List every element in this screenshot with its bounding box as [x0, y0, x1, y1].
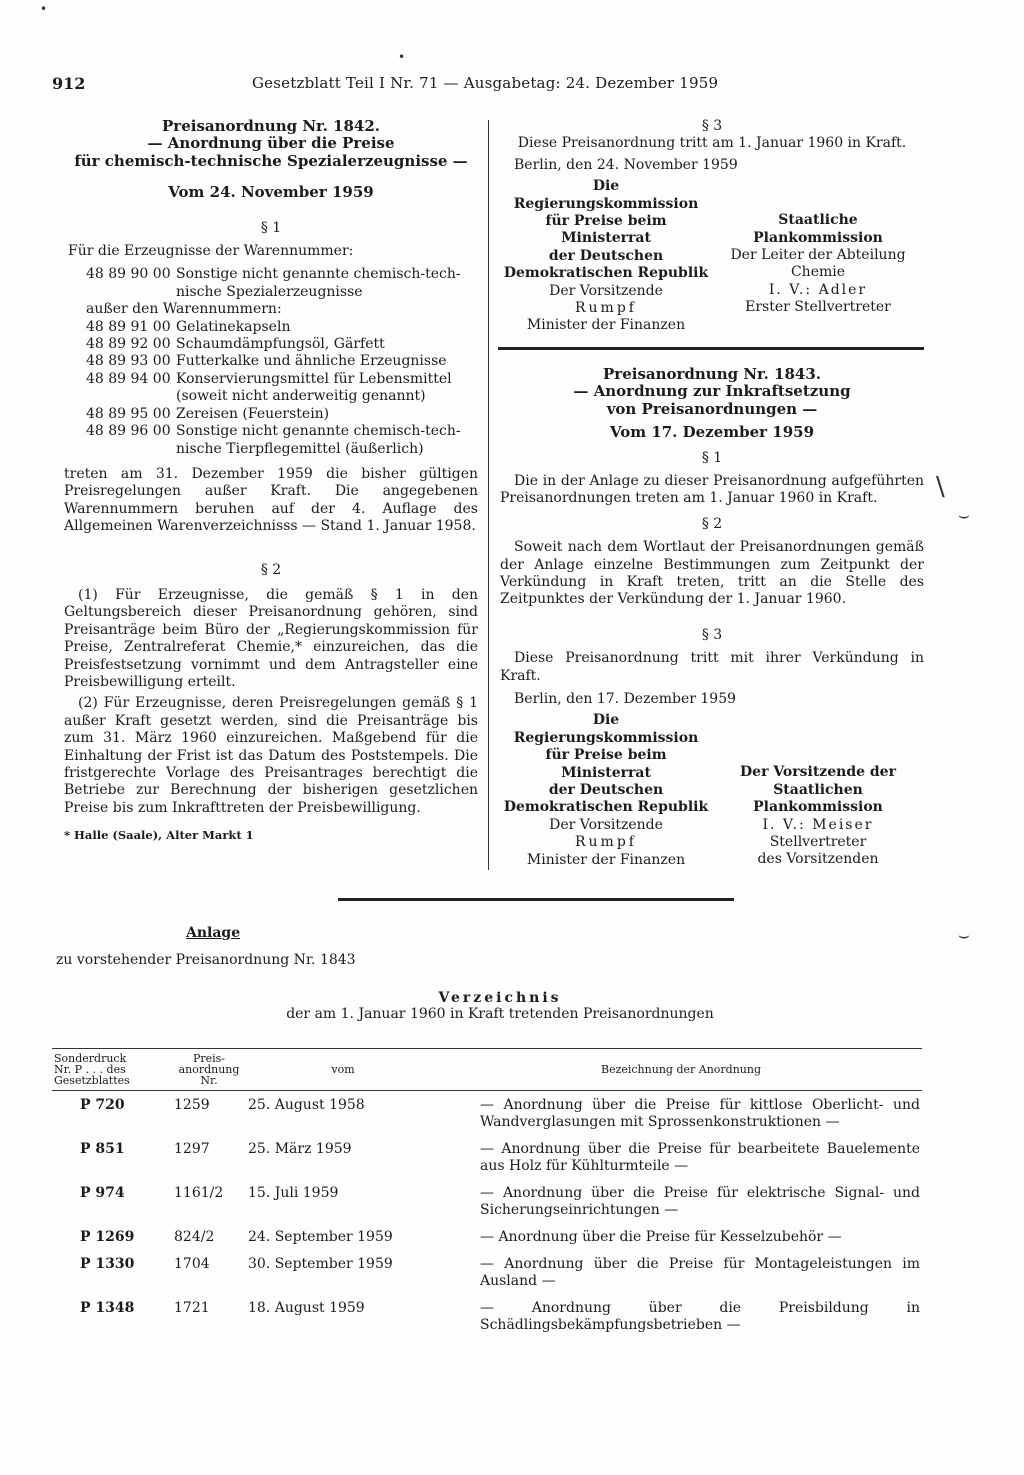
- annex-subtitle: zu vorstehender Preisanordnung Nr. 1843: [56, 952, 356, 968]
- section-3-body: Diese Preisanordnung tritt mit ihrer Verkündung in Kraft.: [500, 650, 924, 684]
- signature-right: Staatliche Plankommission Der Leiter der Abteilung Chemie I. V.: Adler Erster Stellvertreter: [730, 212, 906, 316]
- directory-title: Verzeichnis: [438, 990, 562, 1006]
- ordinance-1842-date: Vom 24. November 1959: [168, 183, 374, 202]
- ordinance-1842-subtitle: — Anordnung über die Preise: [147, 134, 395, 153]
- section-1-heading: § 1: [701, 449, 723, 466]
- list-item: 48 89 93 00 Futterkalke und ähnliche Erzeugnisse: [86, 353, 447, 370]
- title-cell: — Anordnung über die Preise für elektrische Signal- und Sicherungseinrichtungen —: [480, 1185, 920, 1218]
- title-cell: — Anordnung über die Preisbildung in Schädlingsbekämpfungsbetrieben —: [480, 1300, 920, 1333]
- section-3-body: Diese Preisanordnung tritt am 1. Januar 1960 in Kraft.: [517, 135, 907, 152]
- list-item: 48 89 91 00 Gelatinekapseln: [86, 318, 291, 335]
- footnote: * Halle (Saale), Alter Markt 1: [64, 828, 254, 843]
- section-1-intro: Für die Erzeugnisse der Warennummer:: [68, 243, 354, 260]
- signature-right: Der Vorsitzende der Staatlichen Plankommission I. V.: Meiser Stellvertreter des Vorsitzenden: [740, 764, 896, 868]
- table-body: [52, 1091, 922, 1339]
- directory-heading: [150, 990, 850, 1022]
- section-2-para-1: (1) Für Erzeugnisse, die gemäß § 1 in den Geltungsbereich dieser Preisanordnung gehören, sind Preisanträge beim Büro der „Regierungskommission für Preise, Zentralreferat Chemie,* einzureichen, das die Preisfestsetzung vornimmt und dem Antragsteller eine Preisbewilligung erteilt.: [64, 586, 478, 690]
- ordinance-1843-date: Vom 17. Dezember 1959: [609, 423, 815, 442]
- date-cell: 24. September 1959: [248, 1229, 393, 1245]
- exception-label: außer den Warennummern:: [86, 301, 282, 318]
- table-row: [52, 1223, 922, 1250]
- col-header-title: Bezeichnung der Anordnung: [440, 1049, 922, 1091]
- signature-left: Die Regierungskommission für Preise beim Ministerrat der Deutschen Demokratischen Republik Der Vorsitzende Rumpf Minister der Finanzen: [503, 178, 709, 334]
- section-1-body: treten am 31. Dezember 1959 die bisher gültigen Preisregelungen außer Kraft. Die angegebenen Warennummern beruhen auf der 4. Auflage des Allgemeinen Warenverzeichnisss — Stand 1. Januar 1958.: [64, 465, 478, 535]
- ordinance-1842-subtitle-2: für chemisch-technische Spezialerzeugnisse —: [74, 151, 468, 170]
- table-row: [52, 1091, 922, 1136]
- table-row: [52, 1250, 922, 1294]
- list-item: 48 89 92 00 Schaumdämpfungsöl, Gärfett: [86, 336, 385, 353]
- special-print-cell: P 1269: [80, 1229, 135, 1245]
- left-column: [64, 118, 478, 845]
- signature-left: Die Regierungskommission für Preise beim Ministerrat der Deutschen Demokratischen Republik Der Vorsitzende Rumpf Minister der Finanzen: [503, 712, 709, 868]
- ordinance-1843-title: Preisanordnung Nr. 1843.: [603, 364, 821, 383]
- page-divider: [338, 898, 734, 901]
- table-row: [52, 1294, 922, 1338]
- table-row: [52, 1135, 922, 1179]
- ordinance-number-cell: 1704: [174, 1256, 210, 1272]
- title-cell: — Anordnung über die Preise für Montageleistungen im Ausland —: [480, 1256, 920, 1289]
- date-cell: 25. März 1959: [248, 1141, 352, 1157]
- title-cell: — Anordnung über die Preise für bearbeitete Bauelemente aus Holz für Kühlturmteile —: [480, 1141, 920, 1174]
- table-row: [52, 1179, 922, 1223]
- ordinance-1843-subtitle: — Anordnung zur Inkraftsetzung: [573, 382, 851, 401]
- title-cell: — Anordnung über die Preise für kittlose Oberlicht- und Wandverglasungen mit Sprossenkonstruktionen —: [480, 1097, 920, 1130]
- margin-curve-icon: ⌣: [958, 505, 970, 526]
- ordinance-number-cell: 824/2: [174, 1229, 215, 1245]
- signature-block: [500, 178, 924, 335]
- special-print-cell: P 974: [80, 1185, 125, 1201]
- ordinance-number-cell: 1161/2: [174, 1185, 224, 1201]
- page-number: 912: [52, 74, 86, 93]
- page-header: [52, 74, 742, 96]
- section-2-para-2: (2) Für Erzeugnisse, deren Preisregelungen gemäß § 1 außer Kraft gesetzt werden, sind die Preisanträge bis zum 31. März 1960 einzureichen. Maßgebend für die Einhaltung der Frist ist das Datum des Poststempels. Die fristgerechte Vorlage des Preisantrages berechtigt die Betriebe zur Berechnung der bisherigen gesetzlichen Preise bis zum Inkrafttreten der Preisbewilligung.: [64, 695, 478, 816]
- ordinance-1842-title: Preisanordnung Nr. 1842.: [162, 117, 380, 135]
- date-cell: 18. August 1959: [248, 1300, 365, 1316]
- place-date: Berlin, den 24. November 1959: [514, 156, 738, 173]
- special-print-cell: P 851: [80, 1141, 125, 1157]
- bullet-mark-icon: •: [398, 50, 406, 64]
- date-cell: 25. August 1958: [248, 1097, 365, 1113]
- section-2-heading: § 2: [260, 561, 282, 578]
- section-2-heading: § 2: [701, 515, 723, 532]
- right-column: [500, 118, 924, 869]
- bullet-mark-icon: •: [40, 2, 48, 16]
- section-3-heading: § 3: [701, 118, 723, 134]
- section-divider: [498, 347, 924, 350]
- list-item: 48 89 96 00 Sonstige nicht genannte chemisch-tech-: [86, 423, 461, 440]
- annex-heading: Anlage: [186, 925, 241, 941]
- column-divider: [488, 120, 489, 870]
- ordinance-number-cell: 1259: [174, 1097, 210, 1113]
- table-header-row: [52, 1049, 922, 1091]
- place-date: Berlin, den 17. Dezember 1959: [514, 690, 737, 707]
- margin-tick-icon: \: [936, 472, 945, 502]
- section-3-heading: § 3: [701, 626, 723, 643]
- goods-list: 48 89 90 00 Sonstige nicht genannte chemisch-tech- nische Spezialerzeugnisse außer den Warennummern: 48 89 91 00 Gelatinekapseln 48 89 92 00 Schaumdämpfungsöl, Gärfett 48 89 93 00 Futterkalke und ähnliche Erzeugnisse 48 89 94 00 Konservierungsmittel für Lebensmittel (soweit nicht anderweitig genannt) 48 89 95 00 Zereisen (Feuerstein) 48 89 96 00 Sonstige nicht genannte chemisch-tech- nische Tierpflegemittel (äußerlich): [64, 266, 478, 457]
- gazette-title: Gesetzblatt Teil I Nr. 71 — Ausgabetag: 24. Dezember 1959: [252, 74, 719, 92]
- list-item: 48 89 90 00 Sonstige nicht genannte chemisch-tech-: [86, 266, 461, 283]
- ordinance-table: [52, 1048, 922, 1338]
- margin-curve-icon: ⌣: [958, 925, 970, 946]
- special-print-cell: P 1348: [80, 1300, 135, 1316]
- ordinance-number-cell: 1297: [174, 1141, 210, 1157]
- list-item: 48 89 95 00 Zereisen (Feuerstein): [86, 405, 330, 422]
- signature-block: [500, 712, 924, 869]
- special-print-cell: P 720: [80, 1097, 125, 1113]
- section-2-body: Soweit nach dem Wortlaut der Preisanordnungen gemäß der Anlage einzelne Bestimmungen zum Zeitpunkt der Verkündung in Kraft treten, tritt an die Stelle des Zeitpunktes der Verkündung der 1. Januar 1960.: [500, 539, 924, 608]
- date-cell: 30. September 1959: [248, 1256, 393, 1272]
- ordinance-1843-subtitle-2: von Preisanordnungen —: [606, 399, 818, 418]
- list-item: 48 89 94 00 Konservierungsmittel für Lebensmittel: [86, 370, 452, 387]
- special-print-cell: P 1330: [80, 1256, 135, 1272]
- section-1-heading: § 1: [260, 219, 282, 236]
- title-cell: — Anordnung über die Preise für Kesselzubehör —: [480, 1229, 842, 1245]
- col-header-date: vom: [246, 1049, 440, 1091]
- col-header-ordinance-no: Preis- anordnung Nr.: [172, 1049, 246, 1091]
- col-header-special-print: Sonderdruck Nr. P . . . des Gesetzblattes: [52, 1049, 172, 1091]
- ordinance-number-cell: 1721: [174, 1300, 210, 1316]
- section-1-body: Die in der Anlage zu dieser Preisanordnung aufgeführten Preisanordnungen treten am 1. Januar 1960 in Kraft.: [500, 472, 924, 507]
- directory-subtitle: der am 1. Januar 1960 in Kraft tretenden Preisanordnungen: [286, 1006, 714, 1022]
- date-cell: 15. Juli 1959: [248, 1185, 339, 1201]
